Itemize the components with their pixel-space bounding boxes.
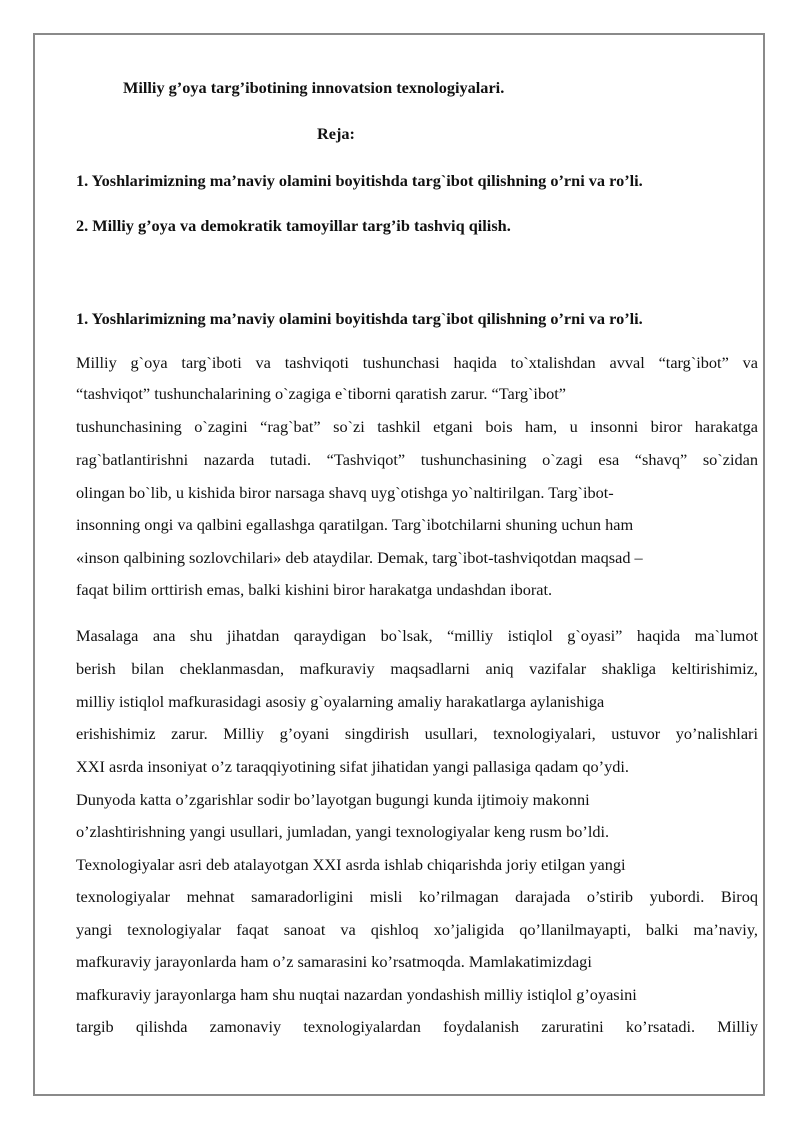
plan-item-1: 1. Yoshlarimizning ma’naviy olamini boyitishda targ`ibot qilishning o’rni va ro’li. <box>76 171 643 190</box>
paragraph-1-line: «inson qalbining sozlovchilari» deb ataydilar. Demak, targ`ibot-tashviqotdan maqsad – <box>76 548 643 567</box>
paragraph-2-line: o’zlashtirishning yangi usullari, jumladan, yangi texnologiyalar keng rusm bo’ldi. <box>76 822 610 841</box>
paragraph-2-line: mafkuraviy jarayonlarda ham o’z samarasini ko’rsatmoqda. Mamlakatimizdagi <box>76 952 592 971</box>
paragraph-2-line: berish bilan cheklanmasdan, mafkuraviy maqsadlarni aniq vazifalar shakliga keltirishimiz, <box>76 659 758 678</box>
paragraph-2-line: mafkuraviy jarayonlarga ham shu nuqtai nazardan yondashish milliy istiqlol g’oyasini <box>76 985 637 1004</box>
plan-label: Reja: <box>317 124 355 143</box>
paragraph-2-line: yangi texnologiyalar faqat sanoat va qishloq xo’jaligida qo’llanilmayapti, balki ma’naviy, <box>76 920 758 939</box>
paragraph-1-line: olingan bo`lib, u kishida biror narsaga shavq uyg`otishga yo`naltirilgan. Targ`ibot- <box>76 483 614 502</box>
paragraph-1-line: Milliy g`oya targ`iboti va tashviqoti tushunchasi haqida to`xtalishdan avval “targ`ibot” va <box>76 353 758 372</box>
section-heading: 1. Yoshlarimizning ma’naviy olamini boyitishda targ`ibot qilishning o’rni va ro’li. <box>76 309 643 328</box>
plan-item-2: 2. Milliy g’oya va demokratik tamoyillar targ’ib tashviq qilish. <box>76 216 511 235</box>
paragraph-2-line: Dunyoda katta o’zgarishlar sodir bo’layotgan bugungi kunda ijtimoiy makonni <box>76 790 590 809</box>
paragraph-1-line: “tashviqot” tushunchalarining o`zagiga e`tiborni qaratish zarur. “Targ`ibot” <box>76 384 566 403</box>
paragraph-2-line: erishishimiz zarur. Milliy g’oyani singdirish usullari, texnologiyalari, ustuvor yo’nalishlari <box>76 724 758 743</box>
paragraph-1-line: tushunchasining o`zagini “rag`bat” so`zi tashkil etgani bois ham, u insonni biror harakatga <box>76 417 758 436</box>
paragraph-2-line: Texnologiyalar asri deb atalayotgan XXI asrda ishlab chiqarishda joriy etilgan yangi <box>76 855 626 874</box>
paragraph-1-line: insonning ongi va qalbini egallashga qaratilgan. Targ`ibotchilarni shuning uchun ham <box>76 515 634 534</box>
paragraph-2-line: texnologiyalar mehnat samaradorligini misli ko’rilmagan darajada o’stirib yubordi. Biroq <box>76 887 758 906</box>
paragraph-2-line: Masalaga ana shu jihatdan qaraydigan bo`lsak, “milliy istiqlol g`oyasi” haqida ma`lumot <box>76 626 758 645</box>
paragraph-2-line: milliy istiqlol mafkurasidagi asosiy g`oyalarning amaliy harakatlarga aylanishiga <box>76 692 605 711</box>
paragraph-2-line: XXI asrda insoniyat o’z taraqqiyotining sifat jihatidan yangi pallasiga qadam qo’ydi. <box>76 757 629 776</box>
paragraph-1-line: faqat bilim orttirish emas, balki kishini biror harakatga undashdan iborat. <box>76 580 553 599</box>
document-title: Milliy g’oya targ’ibotining innovatsion texnologiyalari. <box>123 78 505 97</box>
paragraph-2-line: targib qilishda zamonaviy texnologiyalardan foydalanish zaruratini ko’rsatadi. Milliy <box>76 1017 758 1036</box>
paragraph-1-line: rag`batlantirishni nazarda tutadi. “Tashviqot” tushunchasining o`zagi esa “shavq” so`zidan <box>76 450 758 469</box>
